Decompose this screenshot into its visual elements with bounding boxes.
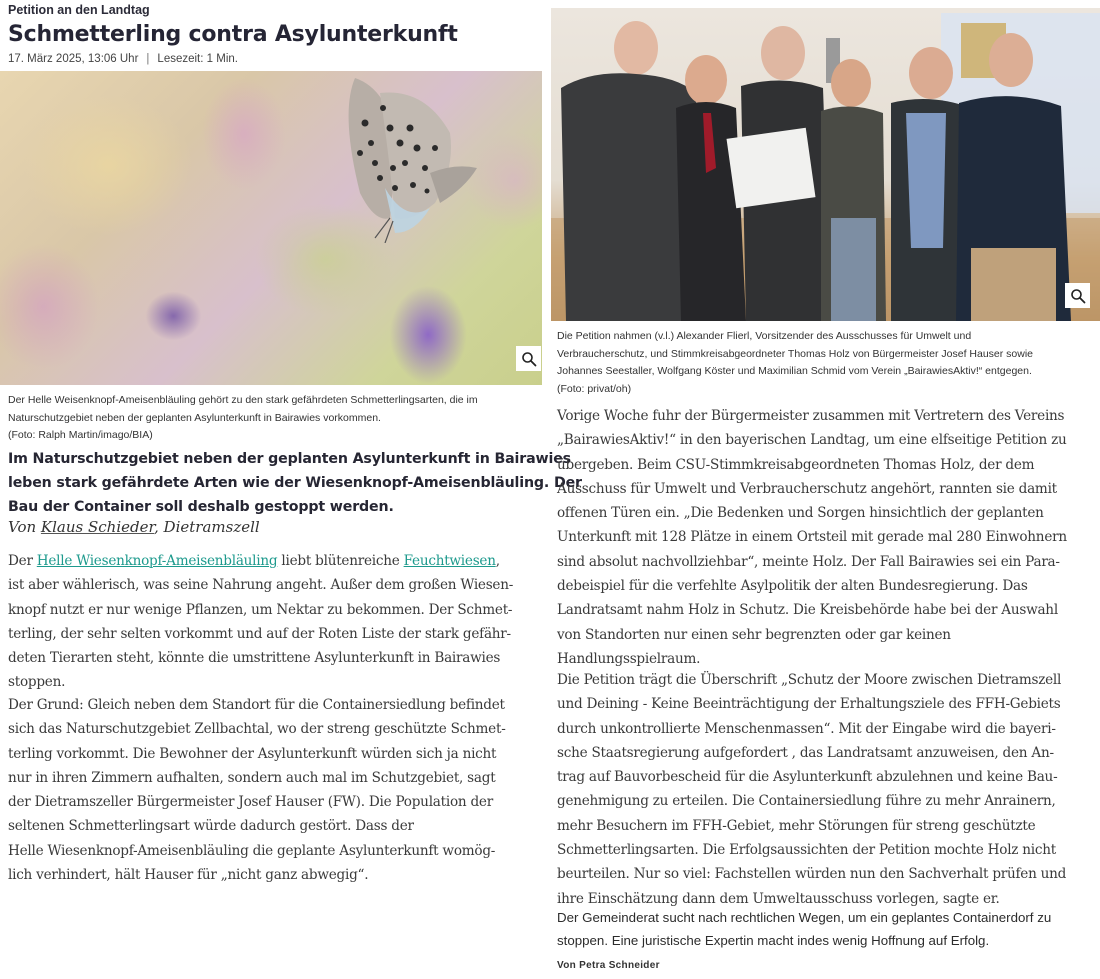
article-meta (8, 53, 238, 65)
paragraph-line: „BairawiesAktiv!“ in den bayerischen Landtag, um eine elfseitige Petition zu (557, 432, 1067, 449)
photo-credit: (Foto: privat/oh) (557, 382, 632, 395)
paragraph-1 (8, 549, 543, 695)
teaser-line: Der Gemeinderat sucht nach rechtlichen Wegen, um ein geplantes Containerdorf zu (557, 910, 1052, 925)
paragraph-line: Vorige Woche fuhr der Bürgermeister zusammen mit Vertretern des Vereins (557, 408, 1065, 424)
group-photo-illustration (551, 8, 1100, 321)
reading-time: Lesezeit: 1 Min. (157, 53, 238, 65)
paragraph-line: nur in ihren Zimmern aufhalten, sondern auch mal im Schutzgebiet, sagt (8, 769, 496, 786)
caption-line: Der Helle Weisenknopf-Ameisenbläuling gehört zu den stark gefährdeten Schmetterlingsarten, die im (8, 394, 478, 406)
paragraph-line: von Standorten nur einen sehr begrenzten oder gar keinen (557, 626, 951, 643)
paragraph-line: seltenen Schmetterlingsart würde dadurch gestört. Dass der (8, 818, 414, 835)
paragraph-line: Die Petition trägt die Überschrift „Schutz der Moore zwischen Dietramszell (557, 672, 1062, 688)
link-wiesenknopf-ameisenblaeuling[interactable]: Helle Wiesenknopf-Ameisenbläuling (36, 553, 278, 569)
paragraph-line: trag auf Bauvorbescheid für die Asylunterkunft abzulehnen und keine Bau- (557, 769, 1058, 786)
paragraph-line: stoppen. (8, 674, 66, 691)
teaser-line: stoppen. Eine juristische Expertin macht indes wenig Hoffnung auf Erfolg. (557, 932, 990, 948)
paragraph-line: Unterkunft mit 128 Plätze in einem Ortsteil mit gerade mal 280 Einwohnern (557, 529, 1067, 546)
petition-image-caption (557, 328, 1097, 398)
paragraph-line: Landratsamt nahm Holz in Schutz. Die Kreisbehörde habe bei der Auswahl (557, 602, 1058, 619)
byline (8, 518, 260, 536)
paragraph-line: Schmetterlingsarten. Die Erfolgsaussichten der Petition mochte Holz nicht (557, 842, 1056, 859)
publish-date: 17. März 2025, 13:06 Uhr (8, 53, 139, 65)
lead-image-caption (8, 392, 538, 445)
paragraph-line (8, 549, 543, 573)
caption-line: Verbraucherschutz, und Stimmkreisabgeordneter Thomas Holz von Bürgermeister Josef Hauser sowie (557, 347, 1034, 360)
lead-line: Im Naturschutzgebiet neben der geplanten Asylunterkunft in Bairawies (8, 451, 571, 467)
paragraph-line: terling vorkommt. Die Bewohner der Asylunterkunft würden sich ja nicht (8, 745, 497, 762)
paragraph-line: ihre Einschätzung dann dem Umweltausschuss vorlegen, sagte er. (557, 890, 1000, 907)
petition-image[interactable] (551, 8, 1100, 321)
lead-image[interactable] (0, 71, 542, 385)
paragraph-line: ist aber wählerisch, was seine Nahrung angeht. Außer dem großen Wiesen- (8, 577, 514, 594)
lead-line: leben stark gefährdete Arten wie der Wiesenknopf-Ameisenbläuling. Der (8, 475, 582, 491)
enlarge-image-button[interactable] (516, 346, 541, 371)
paragraph-line: sich das Naturschutzgebiet Zellbachtal, wo der streng geschützte Schmet- (8, 721, 506, 738)
paragraph-line: Handlungsspielraum. (557, 650, 701, 667)
caption-line: Johannes Seestaller, Wolfgang Köster und Maximilian Schmid vom Verein „BairawiesAktiv!“ entgegen. (557, 365, 1032, 377)
paragraph-line: Helle Wiesenknopf-Ameisenbläuling die geplante Asylunterkunft womög- (8, 842, 496, 859)
link-feuchtwiesen[interactable]: Feuchtwiesen (403, 553, 496, 569)
photo-credit: (Foto: Ralph Martin/imago/BIA) (8, 429, 153, 441)
text-fragment: liebt blütenreiche (277, 553, 404, 569)
teaser-author: Von Petra Schneider (557, 960, 660, 971)
paragraph-line: debeispiel für die verfehlte Asylpolitik der alten Bundesregierung. Das (557, 578, 1028, 595)
related-article-teaser[interactable] (557, 907, 1097, 952)
author-link[interactable]: Klaus Schieder (40, 518, 155, 536)
paragraph-line: und Deining - Keine Beeinträchtigung der Erhaltungsziele des FFH-Gebiets (557, 696, 1061, 713)
paragraph-4 (557, 668, 1100, 911)
paragraph-line: Der Grund: Gleich neben dem Standort für die Containersiedlung befindet (8, 697, 505, 713)
paragraph-line: genehmigung zu erteilen. Die Containersiedlung führe zu mehr Anrainern, (557, 793, 1056, 810)
paragraph-line: der Dietramszeller Bürgermeister Josef Hauser (FW). Die Population der (8, 794, 493, 811)
paragraph-3 (557, 404, 1100, 671)
caption-line: Die Petition nahmen (v.l.) Alexander Flierl, Vorsitzender des Ausschusses für Umwelt und (557, 330, 972, 342)
paragraph-line: lich verhindert, hält Hauser für „nicht ganz abwegig“. (8, 867, 369, 884)
article-kicker: Petition an den Landtag (8, 3, 150, 17)
paragraph-line: Ausschuss für Umwelt und Verbraucherschutz angehört, rannten sie damit (557, 480, 1057, 497)
paragraph-line: übergeben. Beim CSU-Stimmkreisabgeordneten Thomas Holz, der dem (557, 456, 1035, 473)
magnifier-icon (521, 351, 537, 367)
article-title: Schmetterling contra Asylunterkunft (8, 22, 458, 47)
magnifier-icon (1070, 288, 1086, 304)
paragraph-line: offenen Türen ein. „Die Bedenken und Sorgen hinsichtlich der geplanten (557, 505, 1044, 522)
paragraph-line: beurteilen. Nur so viel: Fachstellen würden nun den Sachverhalt prüfen und (557, 866, 1067, 883)
paragraph-line: sche Staatsregierung aufgefordert , das Landratsamt anzuweisen, den An- (557, 744, 1054, 761)
byline-location: , Dietramszell (154, 518, 260, 536)
enlarge-image-button[interactable] (1065, 283, 1090, 308)
byline-prefix: Von (8, 518, 41, 536)
caption-line: Naturschutzgebiet neben der geplanten Asylunterkunft in Bairawies vorkommen. (8, 411, 381, 424)
paragraph-line: durch unkontrollierte Menschenmassen“. Mit der Eingabe wird die bayeri- (557, 720, 1056, 737)
article-lead (8, 447, 582, 519)
paragraph-line: knopf nutzt er nur wenige Pflanzen, um Nektar zu bekommen. Der Schmet- (8, 601, 513, 618)
paragraph-line: sind absolut nachvollziehbar“, meinte Holz. Der Fall Bairawies sei ein Para- (557, 553, 1060, 570)
lead-line: Bau der Container soll deshalb gestoppt werden. (8, 499, 394, 515)
paragraph-line: deten Tierarten steht, könnte die umstrittene Asylunterkunft in Bairawies (8, 650, 501, 667)
text-fragment: , (495, 553, 500, 569)
meta-separator: | (146, 53, 150, 65)
butterfly-illustration (335, 73, 485, 243)
paragraph-2 (8, 693, 543, 887)
paragraph-line: terling, der sehr selten vorkommt und auf der Roten Liste der stark gefähr- (8, 625, 511, 642)
text-fragment: Der (8, 553, 37, 569)
paragraph-line: mehr Besuchern im FFH-Gebiet, mehr Störungen für streng geschützte (557, 817, 1036, 834)
